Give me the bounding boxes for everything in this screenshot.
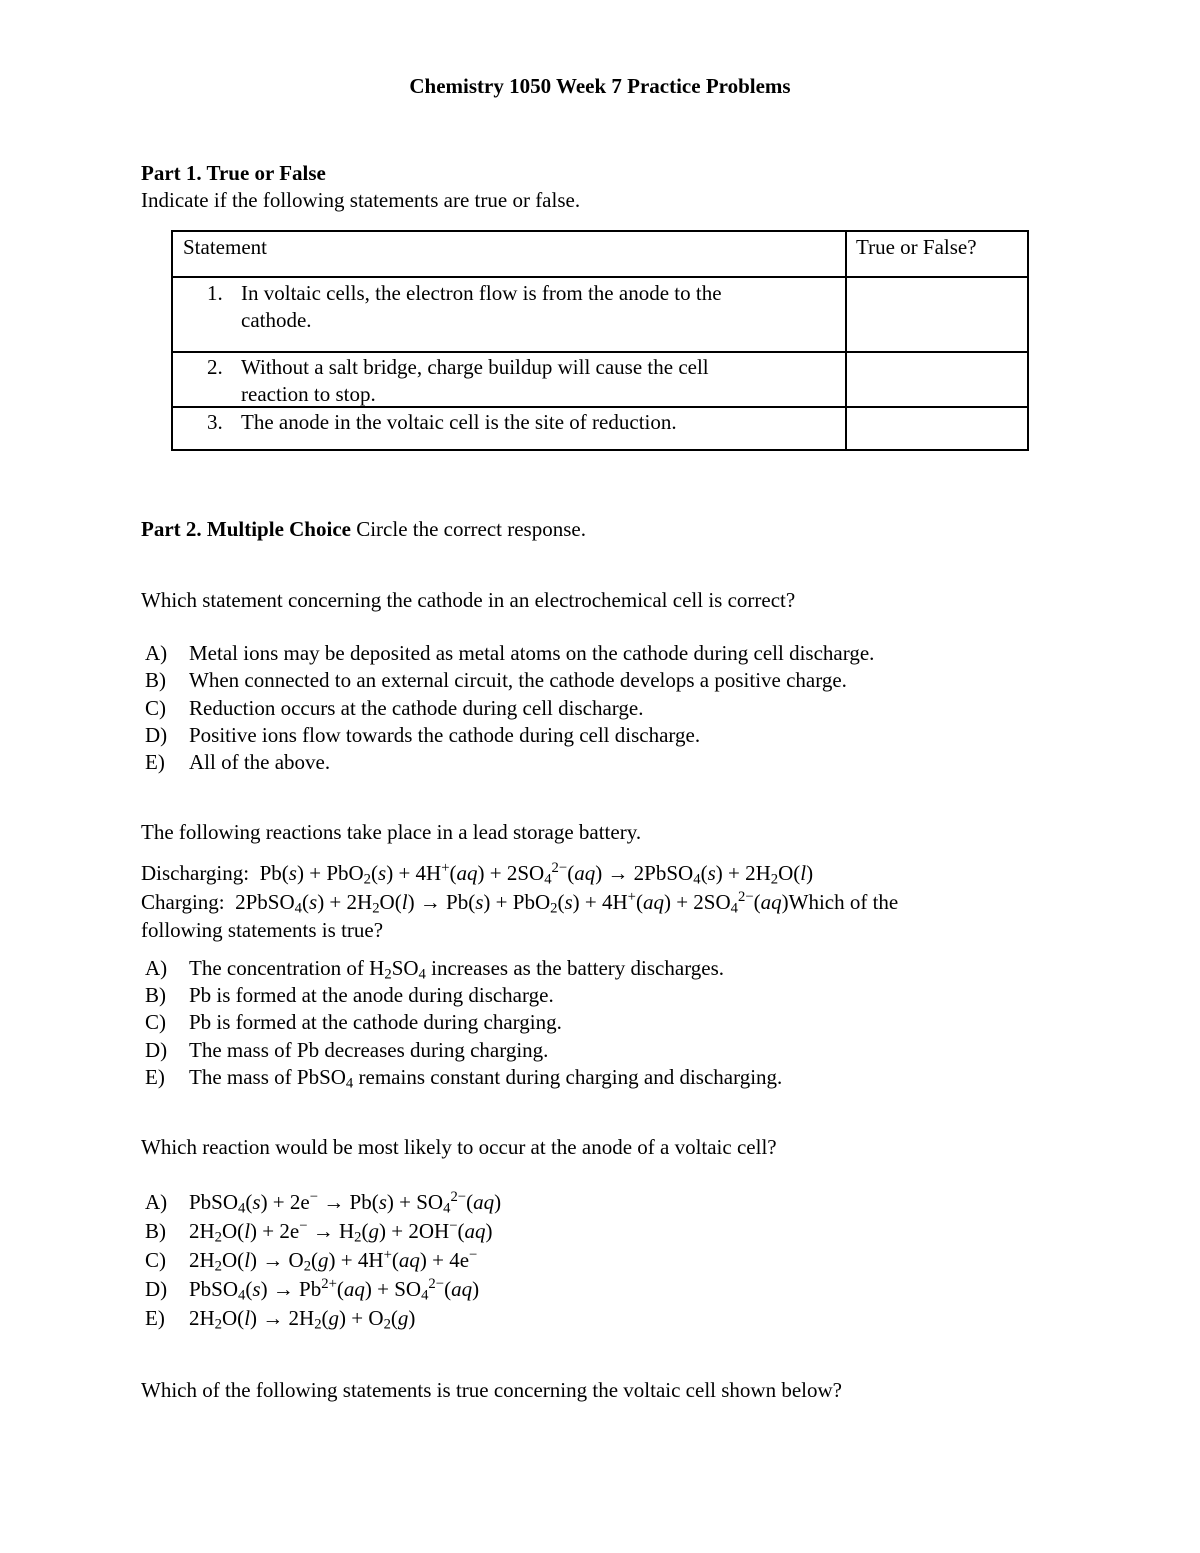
statement-text: reaction to stop. xyxy=(241,382,376,406)
page-title: Chemistry 1050 Week 7 Practice Problems xyxy=(409,74,791,98)
statement-text: cathode. xyxy=(241,308,312,332)
question-4: Which of the following statements is true concerning the voltaic cell shown below? xyxy=(141,1378,842,1402)
answer-cell[interactable] xyxy=(847,408,1027,449)
q2-option-b[interactable]: B) Pb is formed at the anode during discharge. xyxy=(145,983,554,1007)
q3-option-a[interactable]: A) PbSO$_4$(s) + $2e^- \to Pb(s) + SO_4^{2-}(aq)$ xyxy=(145,1188,502,1217)
row-number: 3. xyxy=(207,410,223,434)
true-false-table xyxy=(171,230,1029,451)
charging-equation: Charging: 2PbSO$_4$(s) + $2H_2O(l) \to Pb(s) + PbO_2(s) + 4H^+(aq)$ + $2SO_4^{2-}(aq)Which$ of the xyxy=(141,888,899,917)
q3-option-c[interactable]: C) $2H_2O(l) \to O_2(g) + 4H^+(aq) + 4e^-$ xyxy=(145,1246,478,1275)
answer-cell[interactable] xyxy=(847,353,1027,405)
q2-option-d[interactable]: D) The mass of Pb decreases during charging. xyxy=(145,1038,549,1062)
discharging-equation: Discharging: $Pb(s) + PbO_2(s) + 4H^+(aq) + 2SO_4^{2-}(aq)$ → 2PbSO$_4$(s) + $2H_2O(l)$ xyxy=(141,859,814,888)
question-2: following statements is true? xyxy=(141,918,384,942)
q1-option-e[interactable]: E) All of the above. xyxy=(145,750,331,774)
q1-option-c[interactable]: C) Reduction occurs at the cathode during cell discharge. xyxy=(145,696,644,720)
q1-option-d[interactable]: D) Positive ions flow towards the cathode during cell discharge. xyxy=(145,723,701,747)
statement-text: The anode in the voltaic cell is the site of reduction. xyxy=(241,410,677,434)
table-header-true-false: True or False? xyxy=(856,235,977,259)
q1-option-a[interactable]: A) Metal ions may be deposited as metal atoms on the cathode during cell discharge. xyxy=(145,641,875,665)
q1-option-b[interactable]: B) When connected to an external circuit, the cathode develops a positive charge. xyxy=(145,668,847,692)
question-1: Which statement concerning the cathode in an electrochemical cell is correct? xyxy=(141,588,796,612)
q3-option-d[interactable]: D) PbSO$_4$(s) → $Pb^{2+}(aq) + SO_4^{2-}(aq)$ xyxy=(145,1275,480,1304)
part1-instruction: Indicate if the following statements are true or false. xyxy=(141,188,581,212)
part1-heading: Part 1. True or False xyxy=(141,161,326,185)
q3-option-b[interactable]: B) $2H_2O(l) + 2e^- \to H_2(g) + 2OH^-(aq)$ xyxy=(145,1217,493,1246)
question-2-intro: The following reactions take place in a lead storage battery. xyxy=(141,820,642,844)
q2-option-e[interactable]: E) The mass of PbSO$_4$ remains constant during charging and discharging. xyxy=(145,1065,783,1092)
row-number: 2. xyxy=(207,355,223,379)
part2-heading: Part 2. Multiple Choice xyxy=(141,517,351,541)
q2-option-c[interactable]: C) Pb is formed at the cathode during charging. xyxy=(145,1010,562,1034)
part2-heading-line xyxy=(141,517,586,541)
q2-option-a[interactable]: A) The concentration of $H_2SO_4$ increases as the battery discharges. xyxy=(145,956,725,983)
q3-option-e[interactable]: E) $2H_2O(l) \to 2H_2(g) + O_2(g)$ xyxy=(145,1306,416,1333)
answer-cell[interactable] xyxy=(847,278,1027,350)
table-header-statement: Statement xyxy=(183,235,267,259)
statement-text: In voltaic cells, the electron flow is from the anode to the xyxy=(241,281,722,305)
row-number: 1. xyxy=(207,281,223,305)
question-3: Which reaction would be most likely to occur at the anode of a voltaic cell? xyxy=(141,1135,777,1159)
part2-instruction: Circle the correct response. xyxy=(356,517,586,541)
statement-text: Without a salt bridge, charge buildup will cause the cell xyxy=(241,355,709,379)
